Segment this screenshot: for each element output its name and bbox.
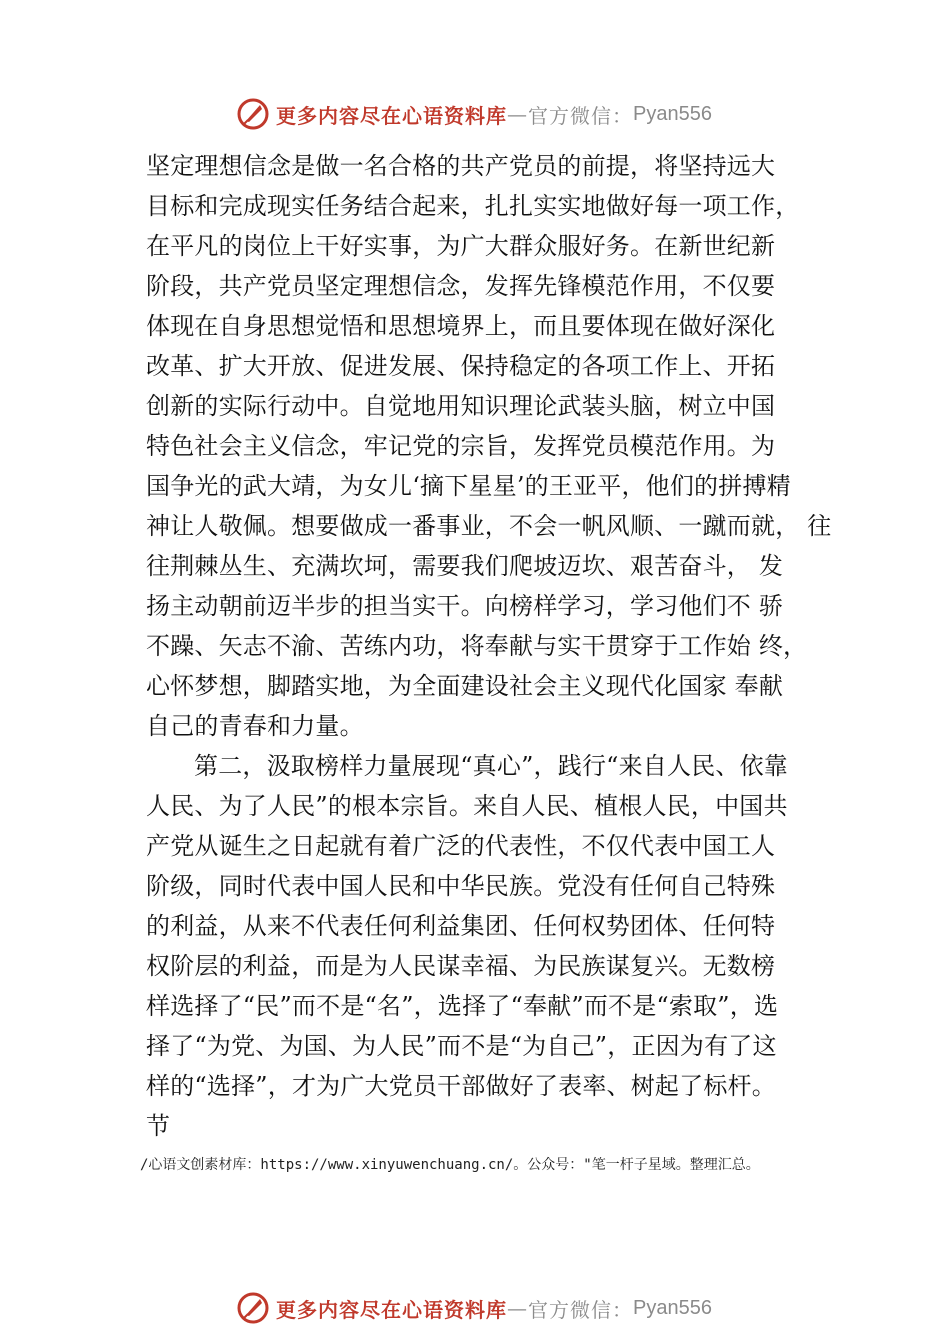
- document-body: [146, 146, 846, 1146]
- text-line: 自己的青春和力量。: [146, 712, 364, 740]
- text-line: 阶段，共产党员坚定理想信念，发挥先锋模范作用，不仅要: [146, 272, 776, 300]
- text-line: 节: [146, 1112, 171, 1140]
- text-line: 阶级，同时代表中国人民和中华民族。党没有任何自己特殊: [146, 872, 776, 900]
- header-wechat-id: Pyan556: [633, 102, 712, 125]
- header-site-name: 更多内容尽在心语资料库: [276, 1297, 507, 1322]
- text-line: 样的“选择”，才为广大党员干部做好了表率、树起了标杆。: [146, 1072, 776, 1100]
- header-dash: —: [507, 1296, 528, 1320]
- text-line: 不躁、矢志不渝、苦练内功，将奉献与实干贯穿于工作始 终，: [146, 632, 808, 660]
- text-line: 扬主动朝前迈半步的担当实干。向榜样学习，学习他们不 骄: [146, 592, 784, 620]
- header-top: [236, 96, 712, 132]
- text-line: 样选择了“民”而不是“名”，选择了“奉献”而不是“索取”，选: [146, 992, 779, 1020]
- text-line: 第二，汲取榜样力量展现“真心”，践行“来自人民、依靠: [194, 752, 789, 780]
- text-line: 的利益，从来不代表任何利益集团、任何权势团体、任何特: [146, 912, 776, 940]
- header-dash: —: [507, 102, 528, 126]
- header-wechat-label: 官方微信：: [528, 103, 633, 128]
- text-line: 往荆棘丛生、充满坎坷，需要我们爬坡迈坎、艰苦奋斗， 发: [146, 552, 784, 580]
- header-bottom: [236, 1290, 712, 1326]
- text-line: 国争光的武大靖，为女儿‘摘下星星’的王亚平，他们的拼搏精: [146, 472, 791, 500]
- text-line: 择了“为党、为国、为人民”而不是“为自己”，正因为有了这: [146, 1032, 777, 1060]
- text-line: 在平凡的岗位上干好实事，为广大群众服好务。在新世纪新: [146, 232, 776, 260]
- text-line: 产党从诞生之日起就有着广泛的代表性，不仅代表中国工人: [146, 832, 776, 860]
- text-line: 神让人敬佩。想要做成一番事业，不会一帆风顺、一蹴而就， 往: [146, 512, 832, 540]
- text-line: 特色社会主义信念，牢记党的宗旨，发挥党员模范作用。为: [146, 432, 776, 460]
- text-line: 体现在自身思想觉悟和思想境界上，而且要体现在做好深化: [146, 312, 776, 340]
- text-line: 改革、扩大开放、促进发展、保持稳定的各项工作上、开拓: [146, 352, 776, 380]
- quill-logo-icon: [236, 1291, 270, 1325]
- source-footnote: /心语文创素材库：https://www.xinyuwenchuang.cn/。公众号："笔一杆子星域。整理汇总。: [140, 1157, 760, 1173]
- text-line: 人民、为了人民”的根本宗旨。来自人民、植根人民，中国共: [146, 792, 788, 820]
- header-wechat-id: Pyan556: [633, 1296, 712, 1319]
- text-line: 坚定理想信念是做一名合格的共产党员的前提，将坚持远大: [146, 152, 776, 180]
- text-line: 目标和完成现实任务结合起来，扎扎实实地做好每一项工作，: [146, 192, 800, 220]
- header-site-name: 更多内容尽在心语资料库: [276, 103, 507, 128]
- text-line: 心怀梦想，脚踏实地，为全面建设社会主义现代化国家 奉献: [146, 672, 784, 700]
- header-wechat-label: 官方微信：: [528, 1297, 633, 1322]
- quill-logo-icon: [236, 97, 270, 131]
- text-line: 权阶层的利益，而是为人民谋幸福、为民族谋复兴。无数榜: [146, 952, 776, 980]
- text-line: 创新的实际行动中。自觉地用知识理论武装头脑，树立中国: [146, 392, 776, 420]
